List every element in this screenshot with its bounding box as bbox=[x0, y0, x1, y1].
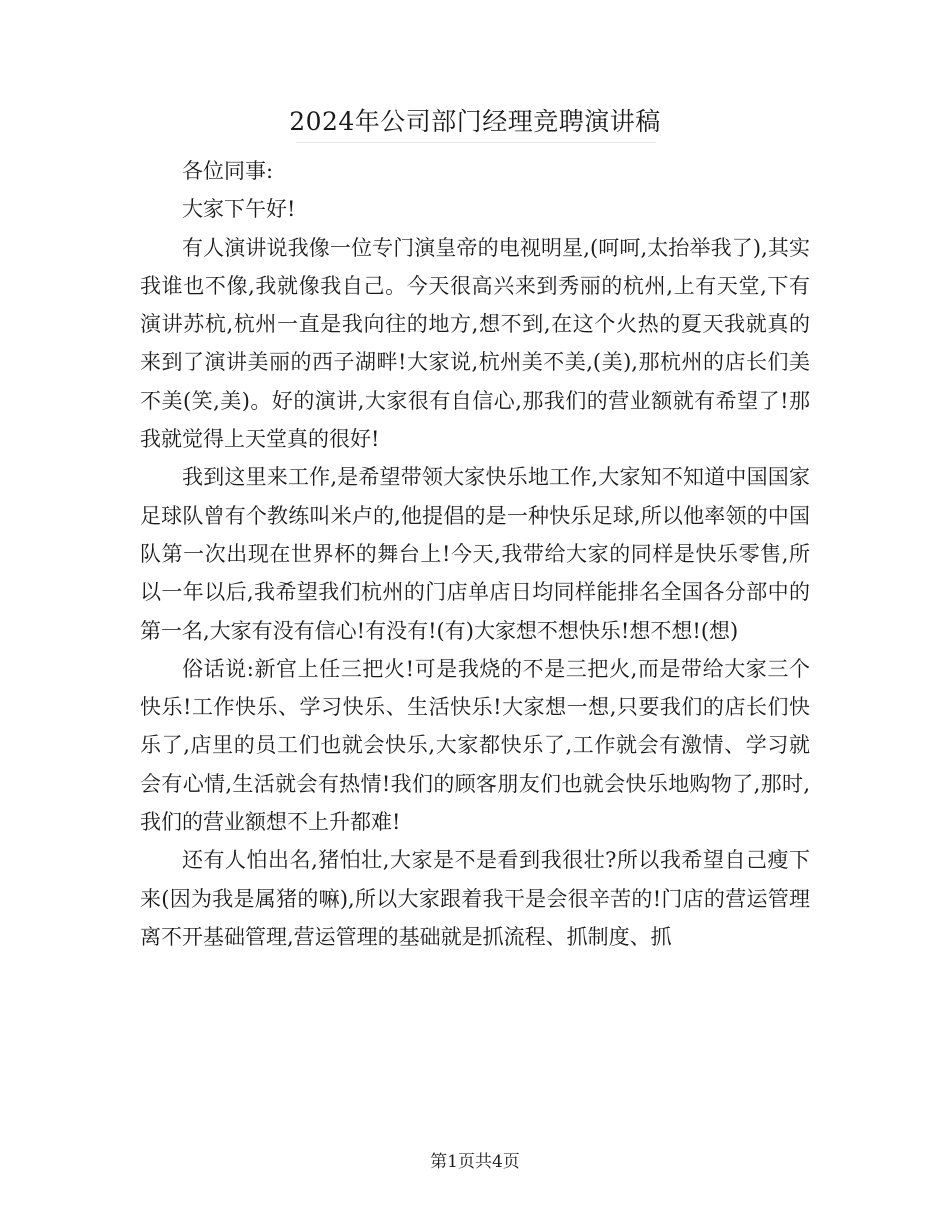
paragraph: 我到这里来工作,是希望带领大家快乐地工作,大家知不知道中国国家足球队曾有个教练叫米卢的,他提倡的是一种快乐足球,所以他率领的中国队第一次出现在世界杯的舞台上!今天,我带给大家的同样是快乐零售,所以一年以后,我希望我们杭州的门店单店日均同样能排名全国各分部中的第一名,大家有没有信心!有没有!(有)大家想不想快乐!想不想!(想) bbox=[140, 465, 810, 643]
document-body bbox=[140, 152, 810, 956]
paragraph: 还有人怕出名,猪怕壮,大家是不是看到我很壮?所以我希望自己瘦下来(因为我是属猪的嘛),所以大家跟着我干是会很辛苦的!门店的营运管理离不开基础管理,营运管理的基础就是抓流程、抓制度、抓 bbox=[140, 848, 810, 949]
page-number-footer: 第1页共4页 bbox=[430, 1152, 520, 1172]
paragraph-salutation: 各位同事: bbox=[182, 159, 274, 183]
paragraph: 有人演讲说我像一位专门演皇帝的电视明星,(呵呵,太抬举我了),其实我谁也不像,我就像我自己。今天很高兴来到秀丽的杭州,上有天堂,下有演讲苏杭,杭州一直是我向往的地方,想不到,在这个火热的夏天我就真的来到了演讲美丽的西子湖畔!大家说,杭州美不美,(美),那杭州的店长们美不美(笑,美)。好的演讲,大家很有自信心,那我们的营业额就有希望了!那我就觉得上天堂真的很好! bbox=[140, 235, 810, 452]
paragraph: 俗话说:新官上任三把火!可是我烧的不是三把火,而是带给大家三个快乐!工作快乐、学习快乐、生活快乐!大家想一想,只要我们的店长们快乐了,店里的员工们也就会快乐,大家都快乐了,工作就会有激情、学习就会有心情,生活就会有热情!我们的顾客朋友们也就会快乐地购物了,那时,我们的营业额想不上升都难! bbox=[140, 656, 810, 835]
paragraph-greeting: 大家下午好! bbox=[182, 197, 296, 222]
document-title: 2024年公司部门经理竞聘演讲稿 bbox=[289, 107, 661, 136]
title-underline bbox=[296, 142, 656, 143]
